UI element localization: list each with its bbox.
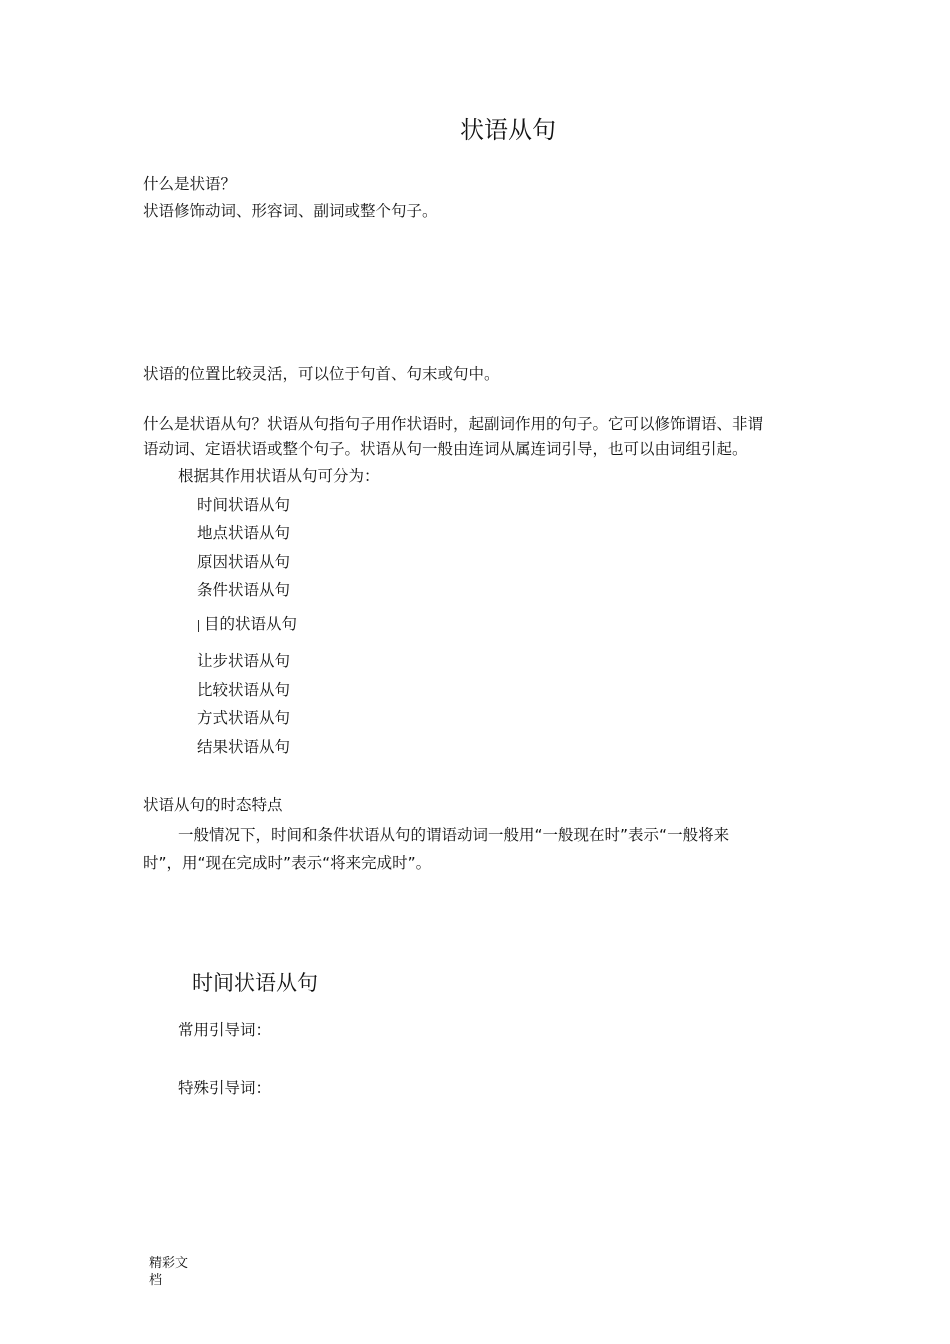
footer-text-line-1: 精彩文: [149, 1256, 189, 1271]
clause-definition-line-1: 什么是状语从句？状语从句指句子用作状语时，起副词作用的句子。它可以修饰谓语、非谓: [143, 415, 764, 433]
clause-type-item: 结果状语从句: [197, 738, 291, 756]
section-heading-time-clause: 时间状语从句: [192, 971, 318, 995]
adverbial-definition: 状语修饰动词、形容词、副词或整个句子。: [143, 202, 438, 220]
clause-type-item: 原因状语从句: [197, 553, 291, 571]
clause-type-item: 让步状语从句: [197, 652, 291, 670]
clause-type-item: 方式状语从句: [197, 709, 291, 727]
clause-definition-line-2: 语动词、定语状语或整个句子。状语从句一般由连词从属连词引导，也可以由词组引起。: [143, 440, 748, 458]
question-what-is-adverbial: 什么是状语？: [143, 175, 237, 193]
clause-type-item: 比较状语从句: [197, 681, 291, 699]
clause-type-item: 时间状语从句: [197, 496, 291, 514]
tense-text-line-2: 时”，用“现在完成时”表示“将来完成时”。: [143, 854, 432, 872]
adverbial-position-text: 状语的位置比较灵活，可以位于句首、句末或句中。: [143, 365, 500, 383]
clause-type-item: 目的状语从句: [204, 615, 298, 633]
special-conjunctions-label: 特殊引导词：: [178, 1079, 272, 1097]
classification-intro: 根据其作用状语从句可分为：: [178, 467, 380, 485]
tense-heading: 状语从句的时态特点: [143, 796, 283, 814]
clause-type-item: 条件状语从句: [197, 581, 291, 599]
document-title: 状语从句: [460, 116, 556, 144]
list-marker: [198, 620, 199, 632]
common-conjunctions-label: 常用引导词：: [178, 1021, 272, 1039]
clause-type-item: 地点状语从句: [197, 524, 291, 542]
tense-text-line-1: 一般情况下，时间和条件状语从句的谓语动词一般用“一般现在时”表示“一般将来: [178, 826, 730, 844]
footer-text-line-2: 档: [149, 1273, 163, 1288]
